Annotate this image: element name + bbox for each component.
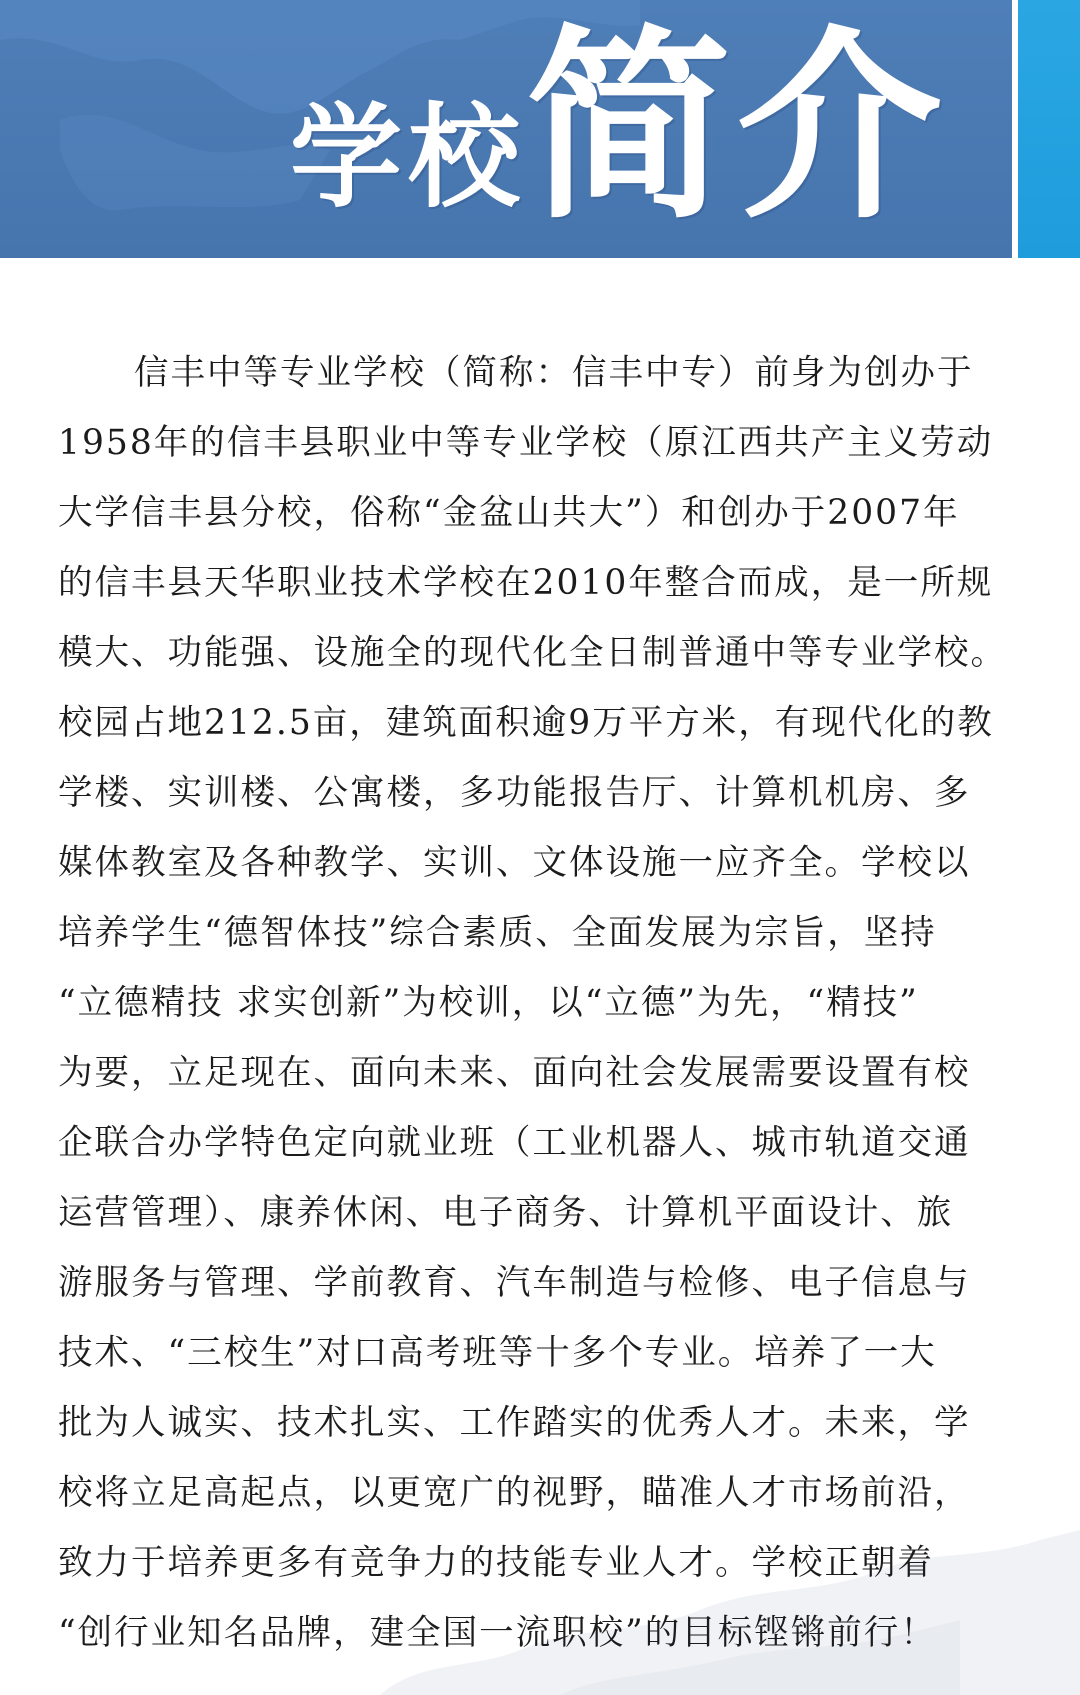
header-banner (0, 0, 1080, 258)
text-line: 的信丰县天华职业技术学校在2010年整合而成，是一所规 (58, 563, 994, 603)
title-part-school: 学校 (290, 92, 526, 223)
accent-strip (1018, 0, 1080, 258)
text-line: 模大、功能强、设施全的现代化全日制普通中等专业学校。 (58, 633, 1007, 673)
school-intro-text (58, 338, 1038, 1668)
text-line: 技术、“三校生”对口高考班等十多个专业。培养了一大 (58, 1333, 937, 1373)
text-line: 致力于培养更多有竞争力的技能专业人才。学校正朝着 (58, 1543, 934, 1583)
text-line: 游服务与管理、学前教育、汽车制造与检修、电子信息与 (58, 1263, 971, 1303)
text-line: 培养学生“德智体技”综合素质、全面发展为宗旨，坚持 (58, 913, 937, 953)
text-line: 学楼、实训楼、公寓楼，多功能报告厅、计算机机房、多 (58, 773, 971, 813)
text-line: 运营管理）、康养休闲、电子商务、计算机平面设计、旅 (58, 1193, 954, 1233)
text-line: 为要，立足现在、面向未来、面向社会发展需要设置有校 (58, 1053, 971, 1093)
text-line: “创行业知名品牌，建全国一流职校”的目标铿锵前行！ (58, 1613, 937, 1653)
page-title (290, 7, 948, 248)
text-line: “立德精技 求实创新”为校训，以“立德”为先，“精技” (58, 983, 919, 1023)
text-line: 校将立足高起点，以更宽广的视野，瞄准人才市场前沿， (58, 1473, 971, 1513)
text-line: 媒体教室及各种教学、实训、文体设施一应齐全。学校以 (58, 843, 971, 883)
text-line: 信丰中等专业学校（简称：信丰中专）前身为创办于 (134, 353, 974, 393)
text-line: 企联合办学特色定向就业班（工业机器人、城市轨道交通 (58, 1123, 971, 1163)
text-line: 批为人诚实、技术扎实、工作踏实的优秀人才。未来，学 (58, 1403, 971, 1443)
title-part-intro: 简介 (526, 7, 948, 247)
text-line: 大学信丰县分校，俗称“金盆山共大”）和创办于2007年 (58, 493, 960, 533)
text-line: 1958年的信丰县职业中等专业学校（原江西共产主义劳动 (58, 423, 994, 463)
text-line: 校园占地212.5亩，建筑面积逾9万平方米，有现代化的教 (58, 703, 994, 743)
